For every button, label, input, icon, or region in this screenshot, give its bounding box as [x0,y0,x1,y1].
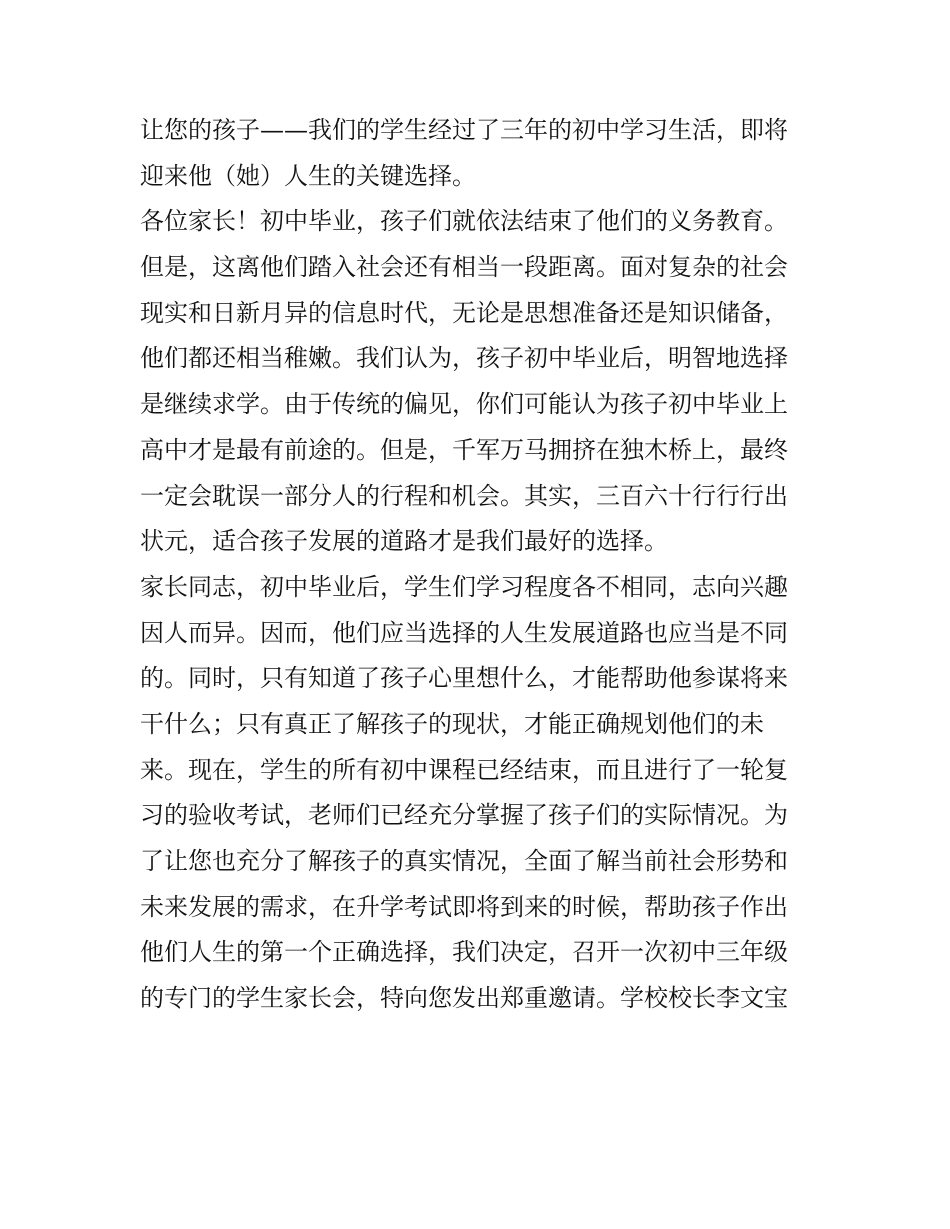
text-line: 因人而异。因而，他们应当选择的人生发展道路也应当是不同 [140,618,788,647]
text-line: 一定会耽误一部分人的行程和机会。其实，三百六十行行行出 [140,481,788,510]
text-line: 家长同志，初中毕业后，学生们学习程度各不相同，志向兴趣 [140,572,788,601]
text-line: 来。现在，学生的所有初中课程已经结束，而且进行了一轮复 [140,755,788,784]
text-line: 未来发展的需求，在升学考试即将到来的时候，帮助孩子作出 [140,892,788,921]
letter-body [140,108,820,1022]
text-line: 是继续求学。由于传统的偏见，你们可能认为孩子初中毕业上 [140,390,788,419]
text-line: 状元，适合孩子发展的道路才是我们最好的选择。 [140,527,668,556]
text-line: 习的验收考试，老师们已经充分掌握了孩子们的实际情况。为 [140,801,788,830]
text-line: 的专门的学生家长会，特向您发出郑重邀请。学校校长李文宝 [140,984,788,1013]
text-line: 高中才是最有前途的。但是，千军万马拥挤在独木桥上，最终 [140,435,788,464]
text-line: 他们都还相当稚嫩。我们认为，孩子初中毕业后，明智地选择 [140,344,788,373]
text-line: 各位家长！初中毕业，孩子们就依法结束了他们的义务教育。 [140,207,788,236]
text-line: 现实和日新月异的信息时代，无论是思想准备还是知识储备， [140,298,788,327]
text-line: 让您的孩子——我们的学生经过了三年的初中学习生活，即将 [140,116,788,144]
text-line: 了让您也充分了解孩子的真实情况，全面了解当前社会形势和 [140,847,788,875]
text-line: 干什么；只有真正了解孩子的现状，才能正确规划他们的未 [140,709,764,738]
text-line: 但是，这离他们踏入社会还有相当一段距离。面对复杂的社会 [140,253,788,282]
text-line: 他们人生的第一个正确选择，我们决定，召开一次初中三年级 [140,938,788,967]
text-line: 的。同时，只有知道了孩子心里想什么，才能帮助他参谋将来 [140,664,788,693]
text-line: 迎来他（她）人生的关键选择。 [140,161,476,190]
